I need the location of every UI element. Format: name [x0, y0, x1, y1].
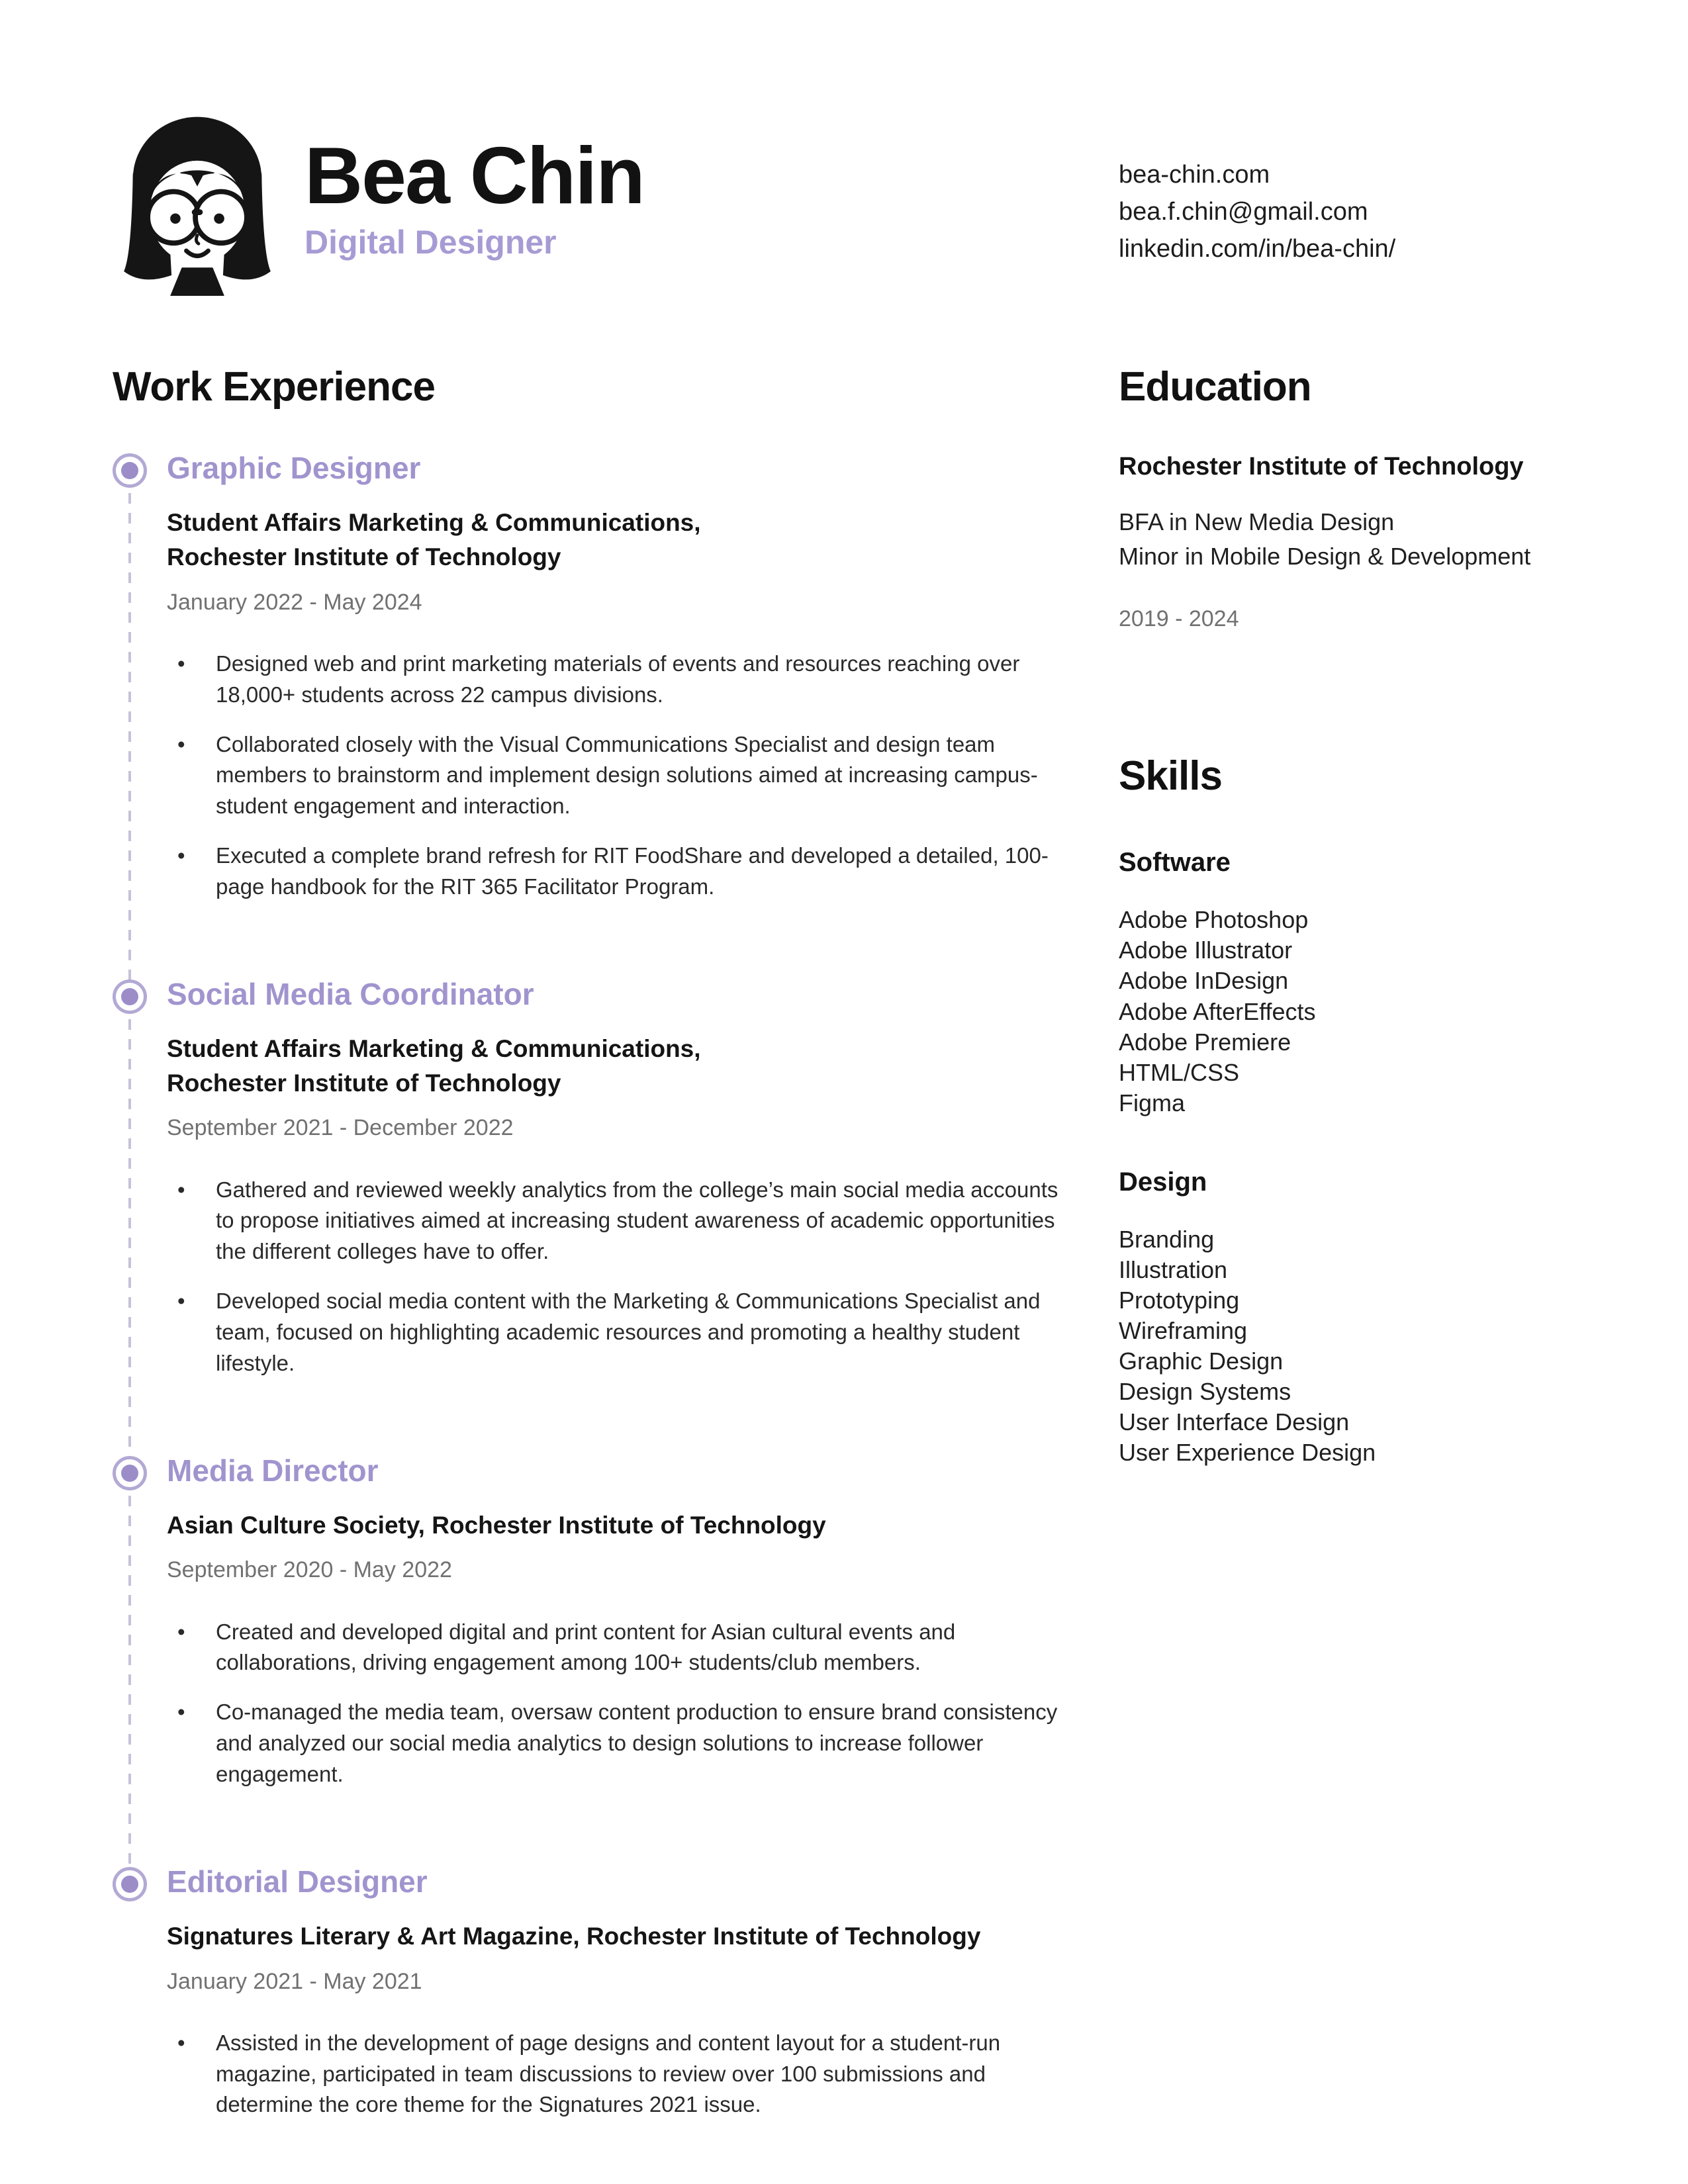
page-title-name: Bea Chin	[305, 130, 644, 220]
sidebar-column	[1059, 365, 1575, 2184]
job-date-range: September 2020 - May 2022	[167, 1557, 452, 1583]
education-heading: Education	[1119, 364, 1311, 410]
skill-item: Design Systems	[1119, 1378, 1291, 1406]
timeline-dashed-line	[128, 1019, 131, 1463]
job-organization-line: Signatures Literary & Art Magazine, Rochester Institute of Technology	[167, 1922, 981, 1950]
contact-list	[1119, 157, 1575, 268]
skill-item: User Interface Design	[1119, 1408, 1350, 1436]
job-organization	[167, 1032, 1059, 1101]
timeline-dashed-line	[128, 493, 131, 986]
job-bullet: • Executed a complete brand refresh for RIT FoodShare and developed a detailed, 100-page handbook for the RIT 365 Facilitator Program.	[167, 841, 1059, 903]
skills-heading: Skills	[1119, 753, 1222, 799]
job-bullet: • Created and developed digital and print content for Asian cultural events and collaborations, driving engagement among 100+ students/club members.	[167, 1617, 1059, 1679]
skill-item: Prototyping	[1119, 1287, 1240, 1314]
job-organization	[167, 506, 1059, 574]
job-bullet: • Gathered and reviewed weekly analytics from the college’s main social media accounts to propose initiatives aimed at increasing student awareness of academic opportunities the different colleges have to offer.	[167, 1175, 1059, 1268]
job-bullet-list	[167, 1617, 1059, 1790]
skill-item: Adobe Premiere	[1119, 1028, 1291, 1056]
skills-group-software: Software	[1119, 848, 1231, 878]
job-bullet: • Designed web and print marketing materials of events and resources reaching over 18,000+ students across 22 campus divisions.	[167, 649, 1059, 711]
education-degree-line: BFA in New Media Design	[1119, 508, 1395, 535]
timeline-node-icon	[113, 453, 147, 488]
skill-item: Branding	[1119, 1225, 1215, 1253]
software-skill-list	[1119, 905, 1575, 1118]
content-columns	[113, 365, 1575, 2184]
header	[113, 109, 1575, 296]
skill-item: Figma	[1119, 1089, 1186, 1116]
skill-item: Illustration	[1119, 1255, 1228, 1283]
education-degrees	[1119, 505, 1575, 574]
job-bullet-list	[167, 1175, 1059, 1379]
timeline-node-icon	[113, 979, 147, 1014]
skill-item: Adobe InDesign	[1119, 967, 1289, 995]
skill-item: User Experience Design	[1119, 1439, 1376, 1467]
job-date-range: January 2022 - May 2024	[167, 589, 422, 615]
design-skill-list	[1119, 1224, 1575, 1469]
work-experience-heading: Work Experience	[113, 364, 435, 410]
linkedin-link[interactable]: linkedin.com/in/bea-chin/	[1119, 234, 1396, 263]
job-entry-social-media-coordinator	[113, 977, 1059, 1379]
skill-item: Adobe AfterEffects	[1119, 997, 1316, 1025]
skills-group-design: Design	[1119, 1167, 1207, 1197]
brand-text	[305, 130, 644, 261]
skill-item: Graphic Design	[1119, 1347, 1284, 1375]
role-title: Digital Designer	[305, 224, 557, 261]
job-date-range: September 2021 - December 2022	[167, 1115, 514, 1141]
job-organization-line: Student Affairs Marketing & Communications,	[167, 1034, 701, 1062]
job-entry-editorial-designer	[113, 1864, 1059, 2120]
timeline-node-icon	[113, 1867, 147, 1901]
job-bullet: • Developed social media content with the Marketing & Communications Specialist and team, focused on highlighting academic resources and promoting a healthy student lifestyle.	[167, 1286, 1059, 1379]
skill-item: Adobe Photoshop	[1119, 906, 1309, 934]
work-experience-section	[113, 365, 1059, 2184]
education-date-range: 2019 - 2024	[1119, 606, 1239, 631]
job-organization-line: Rochester Institute of Technology	[167, 1069, 561, 1097]
timeline-node-icon	[113, 1456, 147, 1490]
job-organization	[167, 1508, 1059, 1543]
job-entry-media-director	[113, 1453, 1059, 1790]
avatar-illustration-icon	[113, 109, 282, 296]
education-minor-line: Minor in Mobile Design & Development	[1119, 542, 1531, 570]
job-bullet: • Co-managed the media team, oversaw content production to ensure brand consistency and analyzed our social media analytics to design solutions to increase follower engagement.	[167, 1697, 1059, 1790]
job-bullet: • Collaborated closely with the Visual Communications Specialist and design team members to brainstorm and implement design solutions aimed at increasing campus-student engagement and interaction.	[167, 729, 1059, 823]
website-link[interactable]: bea-chin.com	[1119, 161, 1270, 189]
brand	[113, 109, 644, 296]
job-bullet-list	[167, 649, 1059, 903]
job-organization-line: Student Affairs Marketing & Communications,	[167, 509, 701, 537]
education-section	[1119, 365, 1575, 633]
job-bullet: • Assisted in the development of page designs and content layout for a student-run magazine, participated in team discussions to review over 100 submissions and determine the core theme for the Signatures 2021 issue.	[167, 2028, 1059, 2121]
job-title: Social Media Coordinator	[167, 976, 534, 1011]
skill-item: HTML/CSS	[1119, 1058, 1240, 1086]
job-organization	[167, 1919, 1059, 1954]
job-organization-line: Asian Culture Society, Rochester Institute of Technology	[167, 1511, 826, 1539]
timeline-dashed-line	[128, 1496, 131, 1874]
education-school: Rochester Institute of Technology	[1119, 453, 1524, 481]
skills-section	[1119, 754, 1575, 1468]
job-bullet-list	[167, 2028, 1059, 2121]
skill-item: Adobe Illustrator	[1119, 936, 1293, 964]
job-title: Graphic Designer	[167, 451, 421, 486]
job-title: Editorial Designer	[167, 1864, 428, 1899]
job-title: Media Director	[167, 1453, 379, 1488]
skill-item: Wireframing	[1119, 1317, 1248, 1345]
work-timeline	[113, 451, 1059, 2120]
email-link[interactable]: bea.f.chin@gmail.com	[1119, 197, 1368, 226]
job-entry-graphic-designer	[113, 451, 1059, 903]
job-organization-line: Rochester Institute of Technology	[167, 543, 561, 570]
job-date-range: January 2021 - May 2021	[167, 1968, 422, 1994]
